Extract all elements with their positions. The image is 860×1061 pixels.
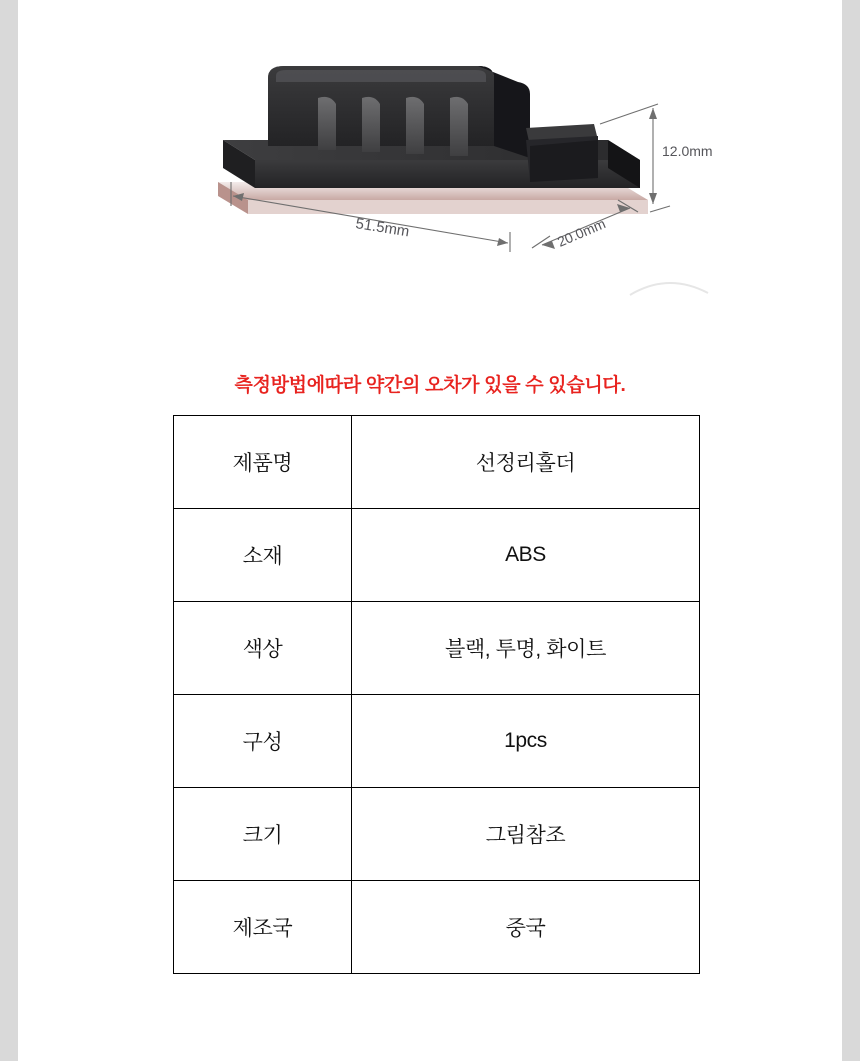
spec-label: 색상 (174, 602, 352, 695)
spec-value: 1pcs (352, 695, 700, 788)
spec-table (173, 415, 700, 974)
spec-label: 소재 (174, 509, 352, 602)
dimension-width-label: 51.5mm (354, 215, 411, 241)
spec-label: 크기 (174, 788, 352, 881)
spec-label: 제조국 (174, 881, 352, 974)
spec-value: 그림참조 (352, 788, 700, 881)
table-row (174, 416, 700, 509)
background-arc-artifact (630, 283, 708, 295)
table-row (174, 788, 700, 881)
table-row (174, 509, 700, 602)
table-row (174, 602, 700, 695)
product-detail-page (18, 0, 842, 1061)
spec-value: 블랙, 투명, 화이트 (352, 602, 700, 695)
spec-label: 구성 (174, 695, 352, 788)
side-clip (526, 124, 598, 182)
dimension-height-label: 12.0mm (662, 143, 713, 159)
measurement-notice: 측정방법에따라 약간의 오차가 있을 수 있습니다. (234, 375, 626, 396)
spec-value: 선정리홀더 (352, 416, 700, 509)
table-row (174, 881, 700, 974)
table-row (174, 695, 700, 788)
product-illustration (18, 0, 842, 330)
spec-value: 중국 (352, 881, 700, 974)
spec-value: ABS (352, 509, 700, 602)
spec-label: 제품명 (174, 416, 352, 509)
dimension-depth-label: 20.0mm (554, 215, 608, 250)
holder-body (268, 66, 530, 158)
